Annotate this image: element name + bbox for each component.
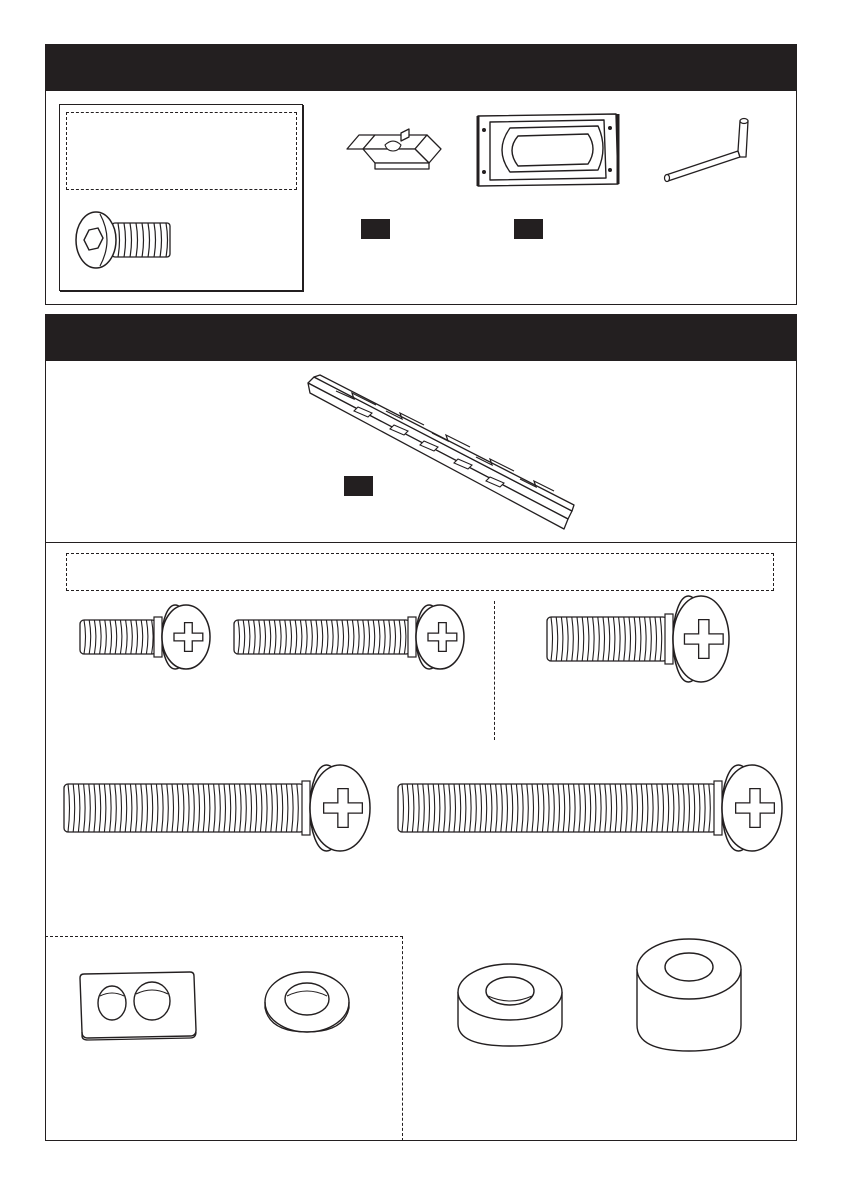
wall-rail-tag <box>344 476 373 496</box>
bolt-kit-label-area <box>66 112 297 190</box>
short-screw-icon <box>78 604 198 670</box>
top-section-header <box>45 44 797 91</box>
rail-section-header <box>45 314 797 361</box>
hex-key-icon <box>662 117 762 187</box>
short-spacer-icon <box>456 962 566 1048</box>
large-screw-icon <box>545 594 720 684</box>
tall-spacer-icon <box>635 937 745 1053</box>
oval-double-washer-icon <box>78 970 198 1042</box>
wall-rail-icon <box>306 373 576 533</box>
round-washer-icon <box>262 966 352 1036</box>
long-screw-icon <box>62 763 367 853</box>
screws-label-area <box>66 553 774 591</box>
medium-screw-icon <box>232 604 452 670</box>
longest-screw-icon <box>396 763 778 853</box>
screw-group-divider <box>494 601 495 740</box>
clip-tag <box>361 219 390 239</box>
slotted-clip-icon <box>345 127 445 177</box>
socket-head-bolt-icon <box>76 206 176 276</box>
bracket-plate-tag <box>514 219 543 239</box>
bracket-plate-icon <box>472 112 622 192</box>
